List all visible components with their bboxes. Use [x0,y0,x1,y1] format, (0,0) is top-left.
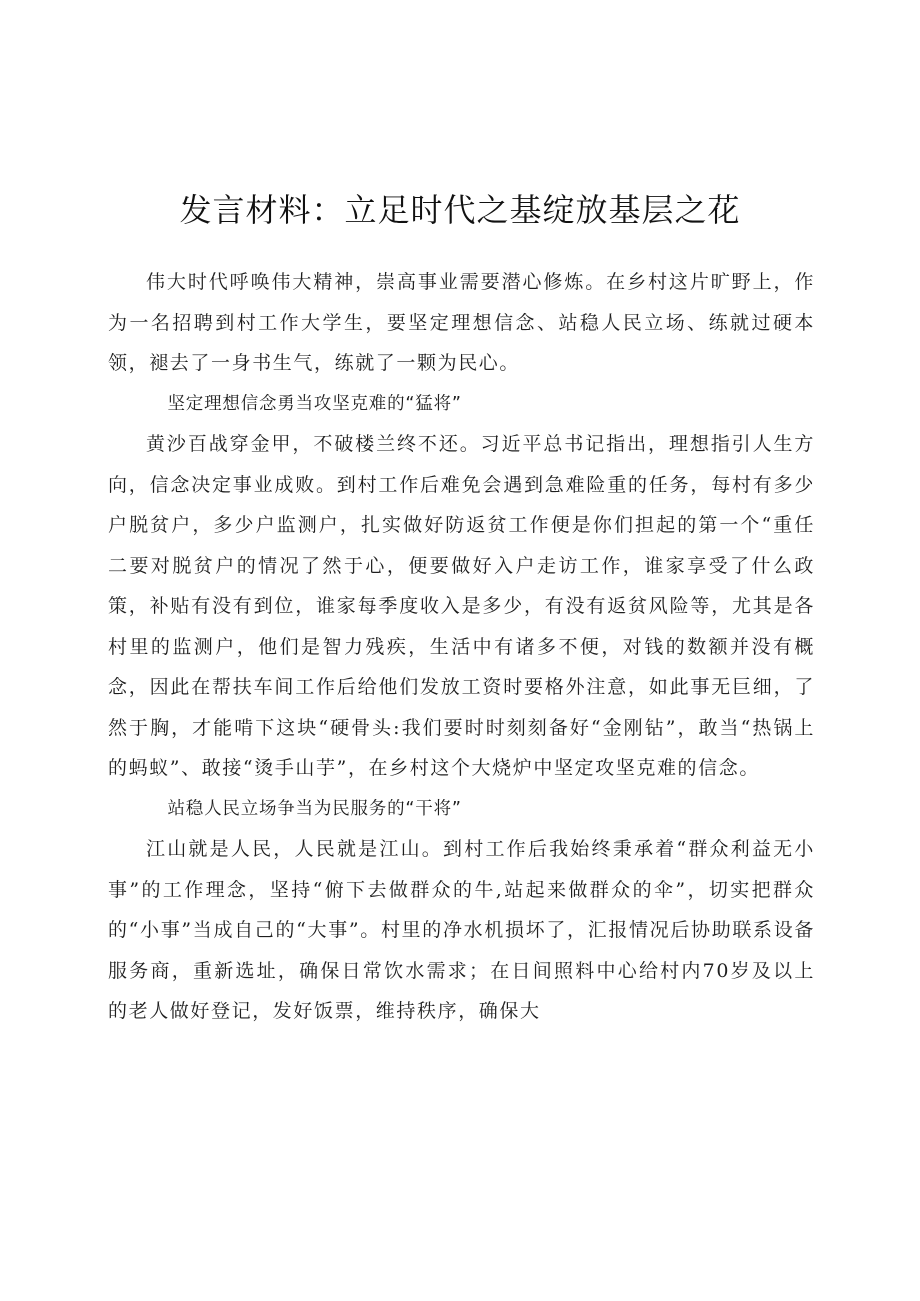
people-paragraph: 江山就是人民，人民就是江山。到村工作后我始终秉承着“群众利益无小事”的工作理念，坚持“俯下去做群众的牛,站起来做群众的伞”，切实把群众的“小事”当成自己的“大事”。村里的净水机损坏了，汇报情况后协助联系设备服务商，重新选址，确保日常饮水需求；在日间照料中心给村内70岁及以上的老人做好登记，发好饭票，维持秩序，确保大 [108,838,815,1022]
intro-paragraph: 伟大时代呼唤伟大精神，崇高事业需要潜心修炼。在乡村这片旷野上，作为一名招聘到村工作大学生，要坚定理想信念、站稳人民立场、练就过硬本领，褪去了一身书生气，练就了一颗为民心。 [108,271,815,374]
document-title: 发言材料：立足时代之基绽放基层之花 [179,191,741,229]
section-heading-ideals: 坚定理想信念勇当攻坚克难的“猛将” [167,393,462,414]
section-heading-people: 站稳人民立场争当为民服务的“干将” [167,798,462,819]
document-body [108,262,815,1032]
ideals-paragraph: 黄沙百战穿金甲，不破楼兰终不还。习近平总书记指出，理想指引人生方向，信念决定事业成败。到村工作后难免会遇到急难险重的任务，每村有多少户脱贫户，多少户监测户，扎实做好防返贫工作便是你们担起的第一个“重任二要对脱贫户的情况了然于心，便要做好入户走访工作，谁家享受了什么政策，补贴有没有到位，谁家每季度收入是多少，有没有返贫风险等，尤其是各村里的监测户，他们是智力残疾，生活中有诸多不便，对钱的数额并没有概念，因此在帮扶车间工作后给他们发放工资时要格外注意，如此事无巨细，了然于胸，才能啃下这块“硬骨头:我们要时时刻刻备好“金刚钻”，敢当“热锅上的蚂蚁”、敢接“烫手山芋”，在乡村这个大烧炉中坚定攻坚克难的信念。 [108,433,815,779]
